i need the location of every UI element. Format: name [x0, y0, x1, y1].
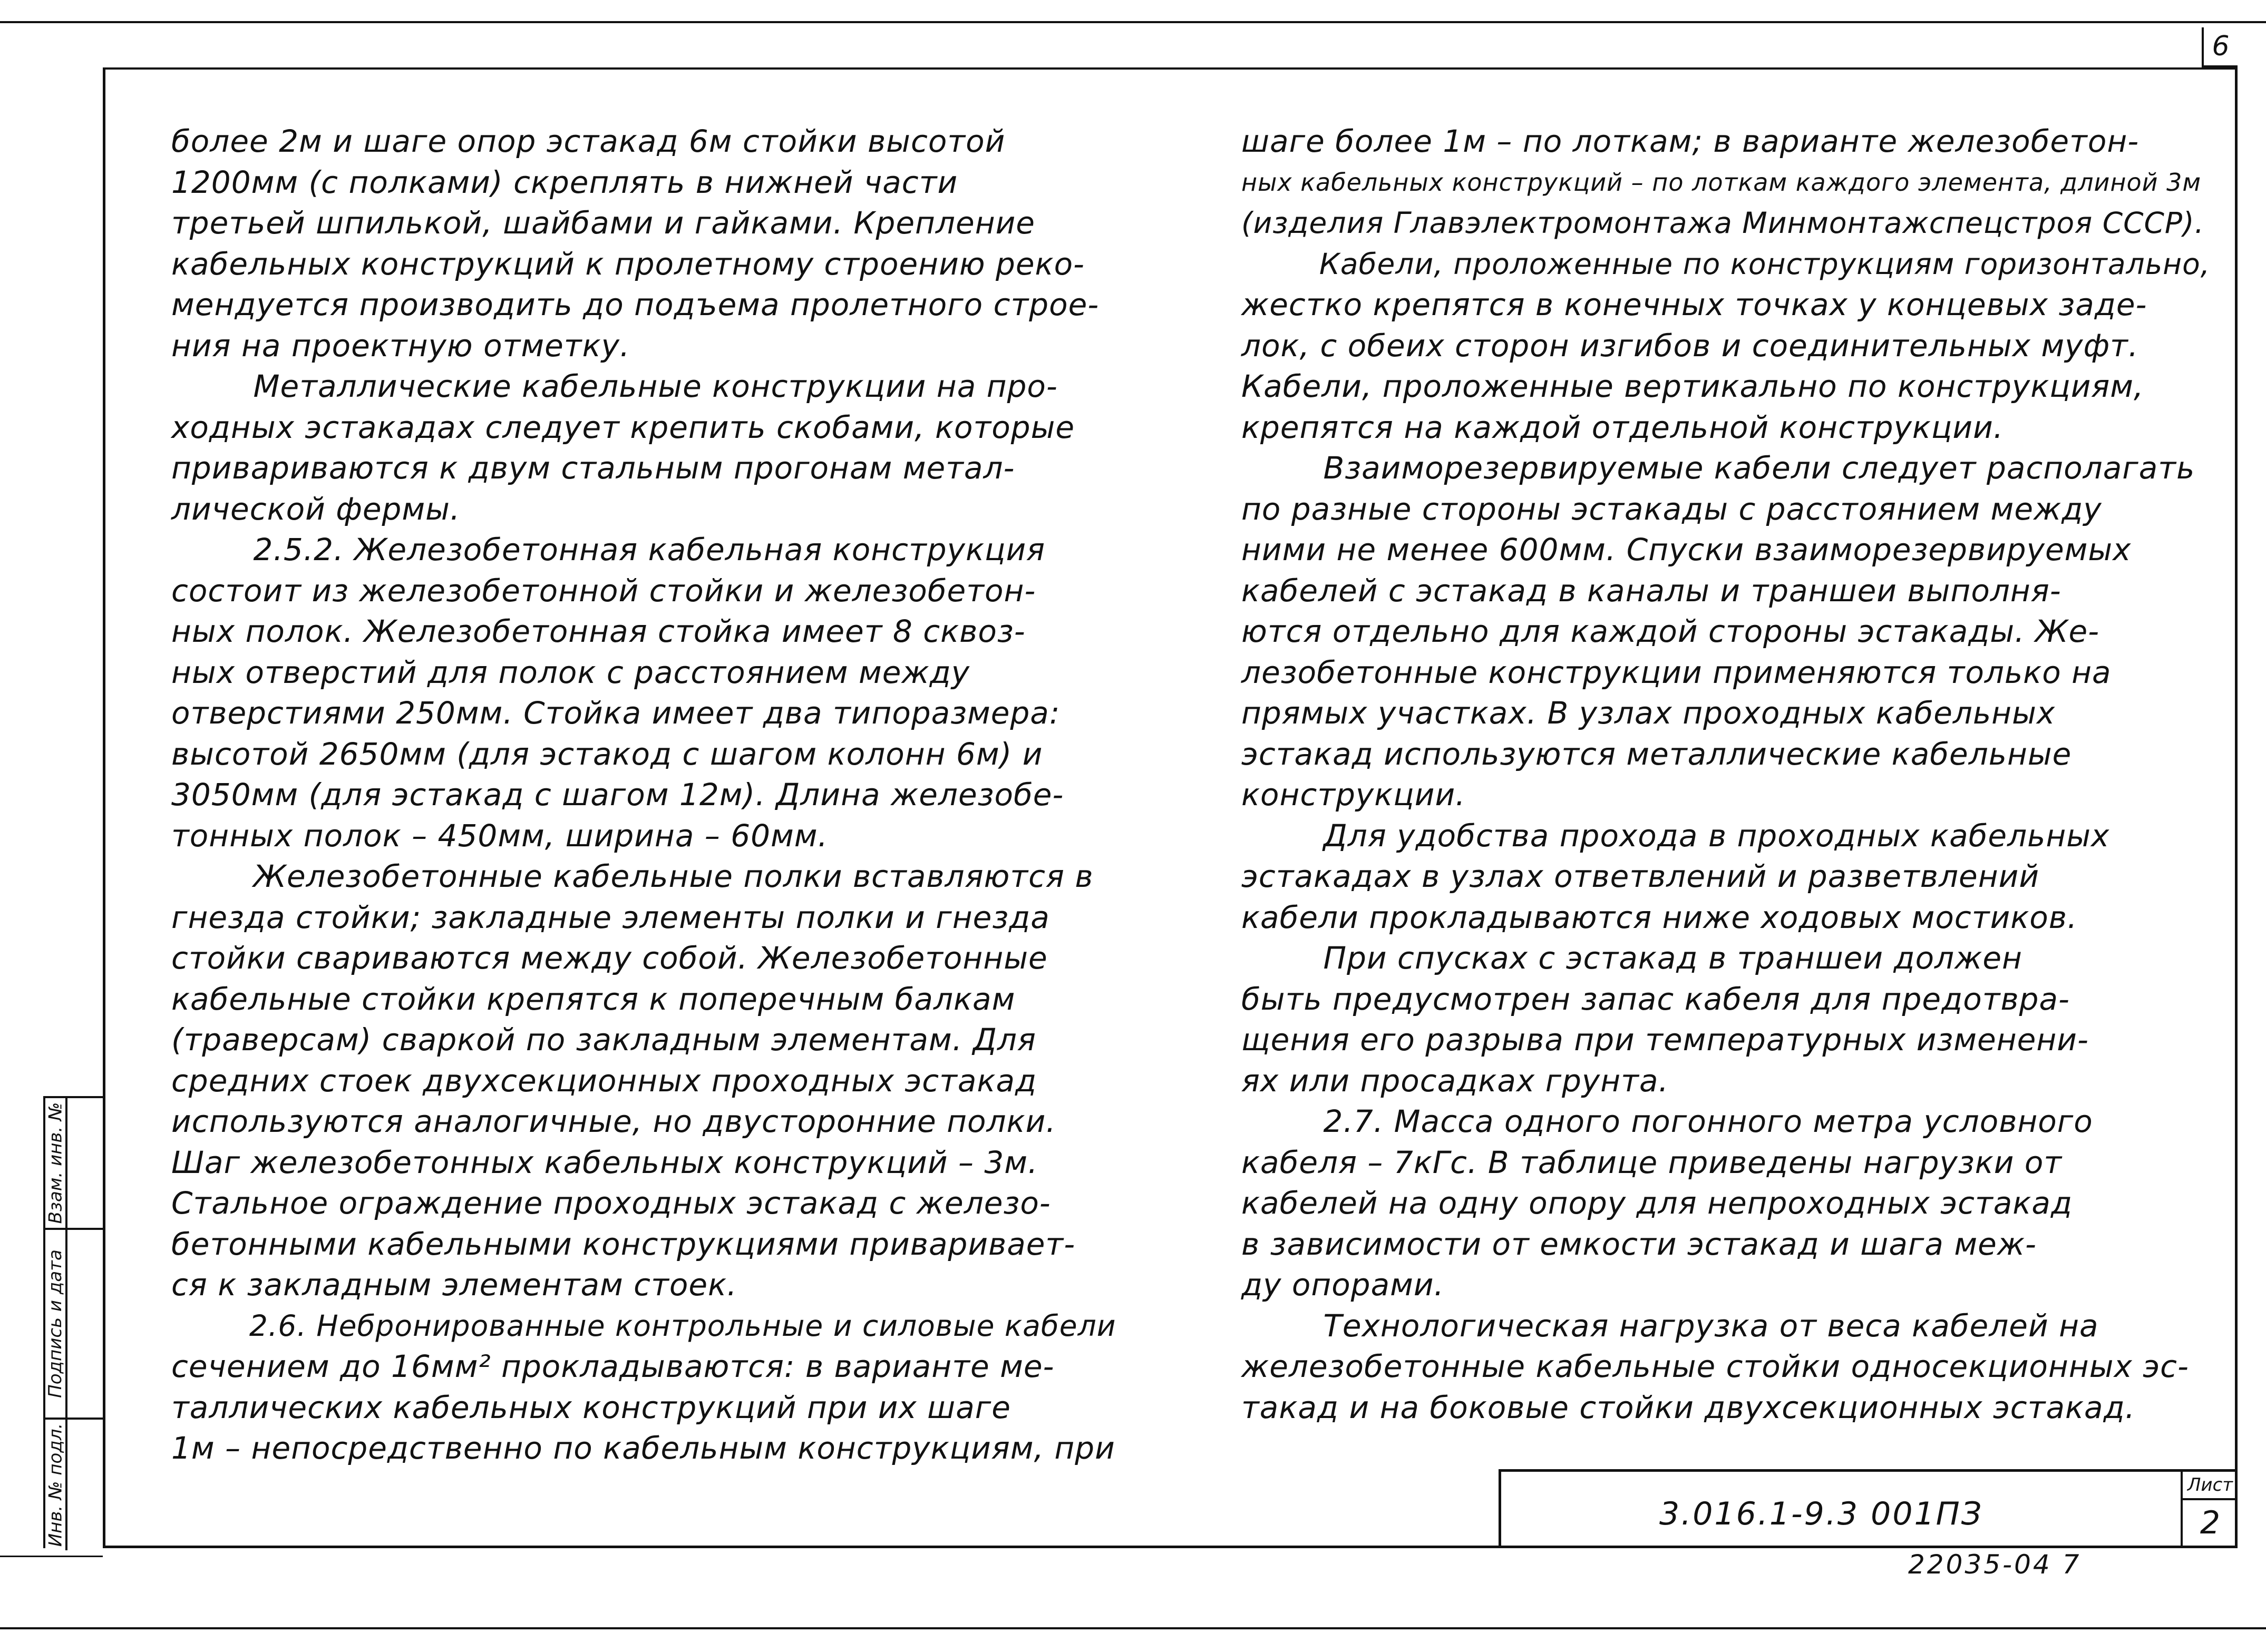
text-line: жестко крепятся в конечных точках у концевых заде-	[1241, 287, 2147, 322]
stamp-column	[43, 1096, 103, 1548]
text-line: кабельных конструкций к пролетному строению реко-	[171, 246, 1085, 282]
text-line: прямых участках. В узлах проходных кабельных	[1241, 695, 2056, 731]
text-line: отверстиями 250мм. Стойка имеет два типоразмера:	[171, 695, 1061, 731]
text-line: бетонными кабельными конструкциями приваривает-	[171, 1226, 1076, 1262]
text-line: ходных эстакадах следует крепить скобами, которые	[171, 409, 1075, 445]
text-line: крепятся на каждой отдельной конструкции.	[1241, 409, 2004, 445]
text-line: кабеля – 7кГс. В таблице приведены нагрузки от	[1241, 1144, 2063, 1180]
text-line: тонных полок – 450мм, ширина – 60мм.	[171, 817, 828, 854]
text-line: ними не менее 600мм. Спуски взаиморезервируемых	[1241, 532, 2132, 568]
text-line: Шаг железобетонных кабельных конструкций – 3м.	[171, 1144, 1038, 1180]
text-line: стойки свариваются между собой. Железобетонные	[171, 940, 1048, 976]
order-number: 22035-04 7	[1908, 1549, 2082, 1580]
text-line: конструкции.	[1241, 777, 1466, 813]
text-line: высотой 2650мм (для эстакод с шагом колонн 6м) и	[171, 736, 1043, 772]
title-block	[1499, 1469, 2238, 1548]
text-line: 3050мм (для эстакад с шагом 12м). Длина железобе-	[171, 777, 1064, 813]
text-line: лок, с обеих сторон изгибов и соединительных муфт.	[1241, 327, 2139, 364]
left-text-column	[171, 121, 1131, 1469]
text-line: сечением до 16мм² прокладываются: в варианте ме-	[171, 1348, 1055, 1384]
text-line: гнезда стойки; закладные элементы полки и гнезда	[171, 899, 1050, 935]
stamp-sign-date: Подпись и дата	[45, 1249, 66, 1398]
text-line: более 2м и шаге опор эстакад 6м стойки высотой	[171, 123, 1006, 159]
sheet-label: Лист	[2183, 1472, 2238, 1500]
text-line: ся к закладным элементам стоек.	[171, 1267, 737, 1303]
text-line: Металлические кабельные конструкции на про-	[171, 368, 1058, 404]
text-line: ных отверстий для полок с расстоянием между	[171, 654, 970, 690]
document-code: 3.016.1-9.3 001ПЗ	[1659, 1495, 1983, 1532]
text-line: Железобетонные кабельные полки вставляются в	[171, 858, 1094, 894]
text-line: кабелей с эстакад в каналы и траншеи выполня-	[1241, 572, 2061, 609]
text-line: Стальное ограждение проходных эстакад с железо-	[171, 1185, 1051, 1221]
text-line: железобетонные кабельные стойки односекционных эс-	[1241, 1348, 2189, 1384]
text-line: ния на проектную отметку.	[171, 327, 630, 364]
text-line: 2.7. Масса одного погонного метра условного	[1241, 1103, 2093, 1139]
text-line: такад и на боковые стойки двухсекционных эстакад.	[1241, 1389, 2136, 1425]
text-line: ются отдельно для каждой стороны эстакады. Же-	[1241, 613, 2100, 649]
bottom-left-stub	[0, 1556, 103, 1557]
sheet-cell	[2181, 1472, 2238, 1548]
text-line: Кабели, проложенные вертикально по конструкциям,	[1241, 368, 2144, 404]
text-line: ных полок. Железобетонная стойка имеет 8 сквоз-	[171, 613, 1026, 649]
text-line: эстакад используются металлические кабельные	[1241, 736, 2072, 772]
text-line: средних стоек двухсекционных проходных эстакад	[171, 1062, 1037, 1099]
stamp-cell-sign-date	[45, 1230, 105, 1420]
text-line: Для удобства прохода в проходных кабельных	[1241, 817, 2110, 854]
text-line: эстакадах в узлах ответвлений и разветвлений	[1241, 858, 2040, 894]
right-text-column	[1241, 121, 2216, 1428]
text-line: таллических кабельных конструкций при их шаге	[171, 1389, 1011, 1425]
stamp-inv-replace: Взам. инв. №	[45, 1102, 66, 1224]
text-line: При спусках с эстакад в траншеи должен	[1241, 940, 2022, 976]
text-line: 1м – непосредственно по кабельным конструкциям, при	[171, 1430, 1115, 1466]
text-line: по разные стороны эстакады с расстоянием между	[1241, 491, 2102, 527]
text-line: используются аналогичные, но двусторонние полки.	[171, 1103, 1056, 1139]
stamp-cell-inv-replace	[45, 1098, 105, 1230]
text-line: ду опорами.	[1241, 1267, 1444, 1303]
text-line: кабелей на одну опору для непроходных эстакад	[1241, 1185, 2073, 1221]
top-scan-line	[0, 21, 2266, 23]
stamp-inv-orig: Инв. № подл.	[45, 1423, 66, 1547]
text-line: мендуется производить до подъема пролетного строе-	[171, 287, 1100, 322]
text-line: щения его разрыва при температурных изменени-	[1241, 1022, 2089, 1058]
text-line: 2.5.2. Железобетонная кабельная конструкция	[171, 532, 1046, 568]
text-line: шаге более 1м – по лоткам; в варианте железобетон-	[1241, 123, 2139, 159]
text-line: кабели прокладываются ниже ходовых мостиков.	[1241, 899, 2078, 935]
text-line: 1200мм (с полками) скреплять в нижней части	[171, 164, 958, 200]
text-line: лезобетонные конструкции применяются только на	[1241, 654, 2112, 690]
text-line: ях или просадках грунта.	[1241, 1062, 1669, 1099]
text-line: Взаиморезервируемые кабели следует располагать	[1241, 450, 2195, 486]
text-line: (изделия Главэлектромонтажа Минмонтажспецстроя СССР).	[1241, 206, 2205, 240]
text-line: быть предусмотрен запас кабеля для предотвра-	[1241, 981, 2070, 1017]
stamp-cell-inv-orig	[45, 1420, 105, 1550]
text-line: ных кабельных конструкций – по лоткам каждого элемента, длиной 3м	[1241, 168, 2202, 197]
bottom-scan-line	[0, 1627, 2266, 1629]
text-line: (траверсам) сваркой по закладным элементам. Для	[171, 1022, 1036, 1058]
text-line: в зависимости от емкости эстакад и шага меж-	[1241, 1226, 2037, 1262]
text-line: третьей шпилькой, шайбами и гайками. Крепление	[171, 205, 1035, 241]
text-line: Технологическая нагрузка от веса кабелей на	[1241, 1307, 2099, 1344]
text-line: состоит из железобетонной стойки и железобетон-	[171, 572, 1036, 609]
text-line: кабельные стойки крепятся к поперечным балкам	[171, 981, 1016, 1017]
text-line: 2.6. Небронированные контрольные и силовые кабели	[171, 1308, 1116, 1343]
page-number-top: 6	[2202, 27, 2238, 67]
text-line: привариваются к двум стальным прогонам метал-	[171, 450, 1015, 486]
sheet-number: 2	[2200, 1504, 2221, 1541]
text-line: Кабели, проложенные по конструкциям горизонтально,	[1241, 247, 2211, 281]
text-line: лической фермы.	[171, 491, 461, 527]
